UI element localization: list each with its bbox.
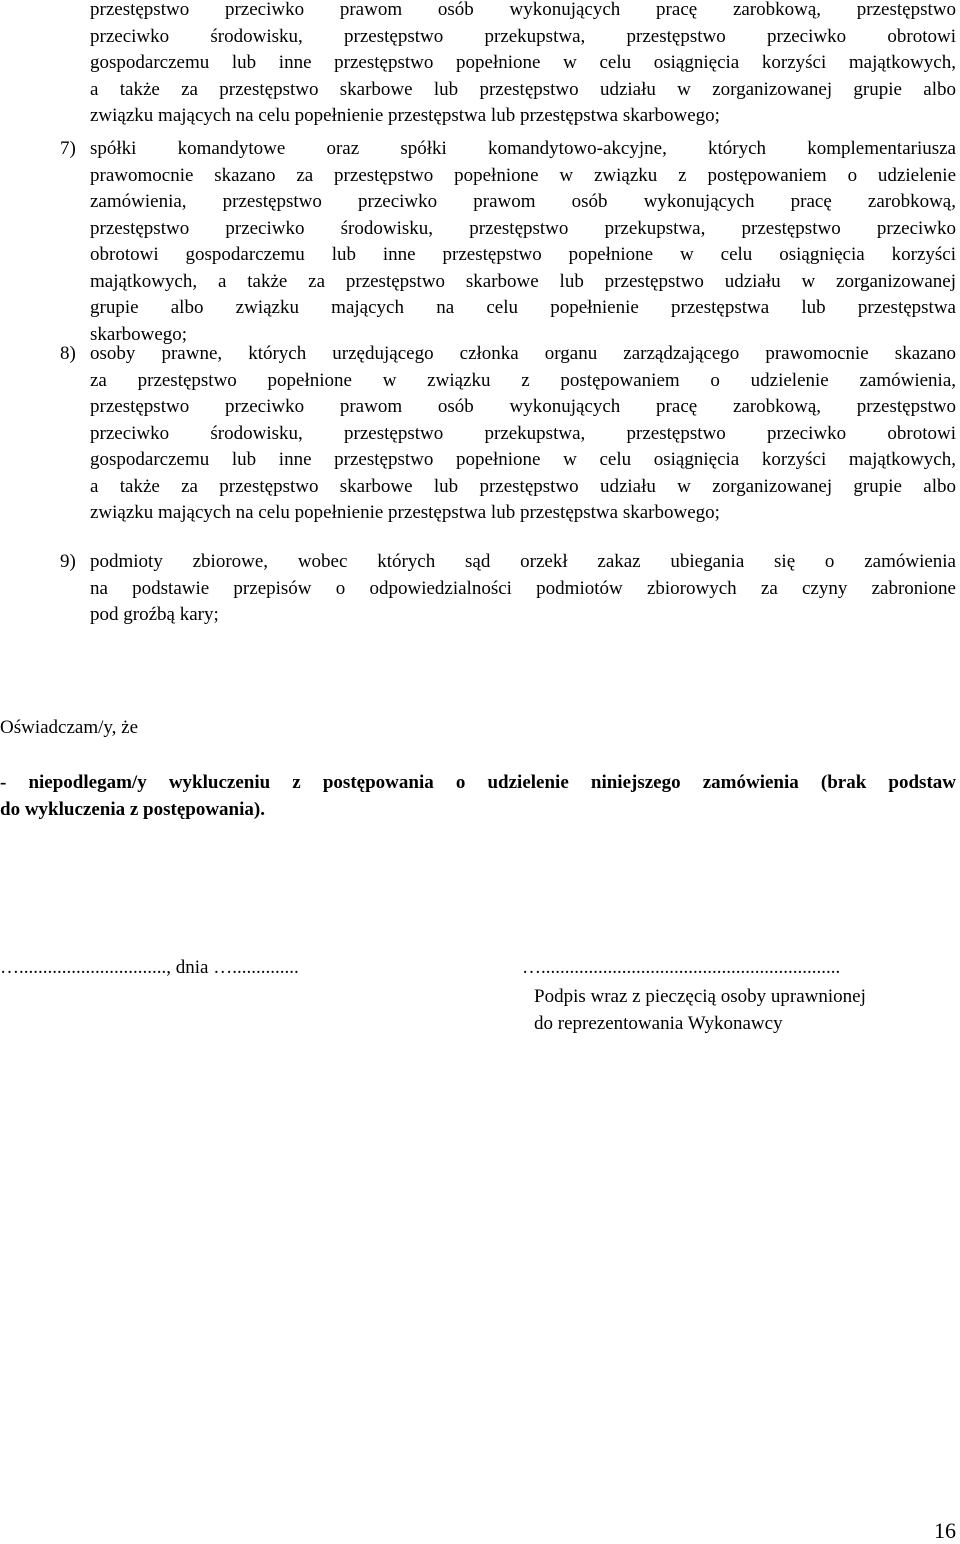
list-item-text (90, 136, 956, 348)
paragraph-line: zamówienia, przestępstwo przeciwko prawom osób wykonujących pracę zarobkową, (90, 191, 956, 212)
page-number: 16 (934, 1518, 956, 1543)
list-item-number: 9) (60, 551, 76, 572)
paragraph-line: skarbowego; (90, 323, 188, 345)
paragraph-line: przestępstwo przeciwko środowisku, przestępstwo przekupstwa, przestępstwo przeciwko (90, 217, 956, 239)
declaration-intro: Oświadczam/y, że (0, 717, 139, 738)
list-item-number: 7) (60, 138, 76, 159)
list-item-text (90, 341, 956, 527)
paragraph-line: a także za przestępstwo skarbowe lub przestępstwo udziału w zorganizowanej grupie albo (90, 78, 956, 100)
signature-caption-line: do reprezentowania Wykonawcy (534, 1012, 783, 1034)
paragraph-line: spółki komandytowe oraz spółki komandytowo-akcyjne, których komplementariusza (90, 138, 956, 159)
paragraph-line: majątkowych, a także za przestępstwo skarbowe lub przestępstwo udziału w zorganizowanej (90, 270, 956, 292)
paragraph-line: podmioty zbiorowe, wobec których sąd orzekł zakaz ubiegania się o zamówienia (90, 551, 956, 572)
paragraph-line: na podstawie przepisów o odpowiedzialności podmiotów zbiorowych za czyny zabronione (90, 577, 956, 599)
paragraph-line: przestępstwo przeciwko prawom osób wykonujących pracę zarobkową, przestępstwo (90, 0, 956, 20)
place-date-field: …..............................., dnia ….............. (0, 957, 299, 978)
paragraph-line: przeciwko środowisku, przestępstwo przekupstwa, przestępstwo przeciwko obrotowi (90, 25, 956, 47)
paragraph-line: a także za przestępstwo skarbowe lub przestępstwo udziału w zorganizowanej grupie albo (90, 475, 956, 497)
paragraph-line: osoby prawne, których urzędującego członka organu zarządzającego prawomocnie skazano (90, 343, 956, 364)
signature-caption-line: Podpis wraz z pieczęcią osoby uprawnionej (534, 986, 866, 1007)
declaration-line: do wykluczenia z postępowania). (0, 798, 265, 820)
paragraph-line: pod groźbą kary; (90, 604, 219, 625)
paragraph-line: grupie albo związku mających na celu popełnienie przestępstwa lub przestępstwa (90, 297, 956, 318)
paragraph-line: związku mających na celu popełnienie przestępstwa lub przestępstwa skarbowego; (90, 502, 720, 523)
paragraph-line: przeciwko środowisku, przestępstwo przekupstwa, przestępstwo przeciwko obrotowi (90, 422, 956, 444)
signature-dots: …............................................................... (522, 957, 841, 978)
list-item-number: 8) (60, 343, 76, 364)
signature-caption (534, 984, 866, 1037)
paragraph-line: gospodarczemu lub inne przestępstwo popełnione w celu osiągnięcia korzyści majątkowych, (90, 52, 956, 73)
declaration-line: - niepodlegam/y wykluczeniu z postępowania o udzielenie niniejszego zamówienia (brak podstaw (0, 772, 956, 793)
paragraph-line: związku mających na celu popełnienie przestępstwa lub przestępstwa skarbowego; (90, 105, 720, 126)
continuation-paragraph (90, 0, 956, 130)
paragraph-line: przestępstwo przeciwko prawom osób wykonujących pracę zarobkową, przestępstwo (90, 396, 956, 417)
paragraph-line: za przestępstwo popełnione w związku z postępowaniem o udzielenie zamówienia, (90, 369, 956, 391)
list-item-text (90, 549, 956, 629)
paragraph-line: prawomocnie skazano za przestępstwo popełnione w związku z postępowaniem o udzielenie (90, 164, 956, 186)
paragraph-line: gospodarczemu lub inne przestępstwo popełnione w celu osiągnięcia korzyści majątkowych, (90, 449, 956, 470)
declaration-statement (0, 770, 956, 823)
paragraph-line: obrotowi gospodarczemu lub inne przestępstwo popełnione w celu osiągnięcia korzyści (90, 244, 956, 265)
